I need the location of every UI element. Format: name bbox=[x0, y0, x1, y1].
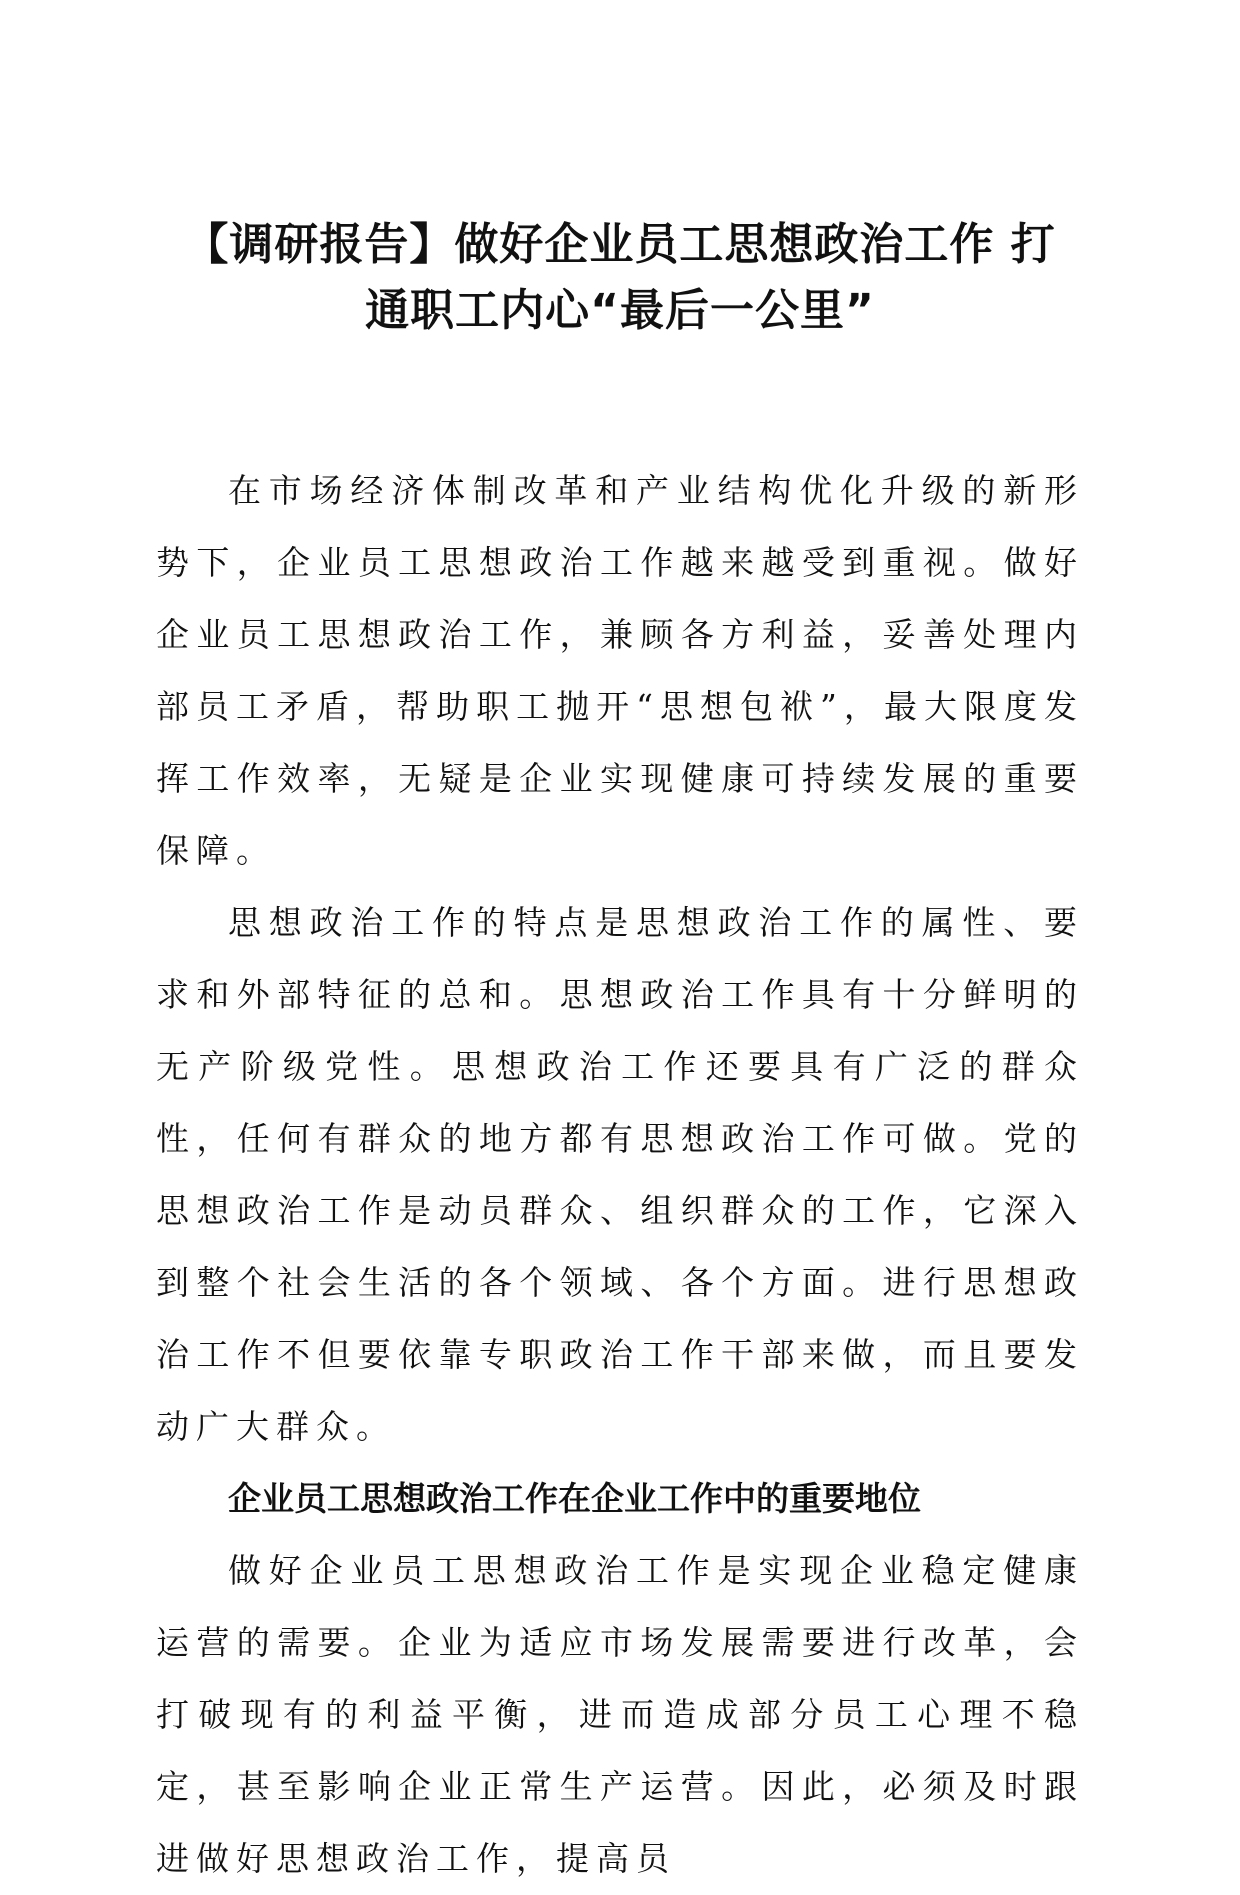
title-line-2: 通职工内心“最后一公里” bbox=[365, 285, 875, 336]
title-line-1: 【调研报告】做好企业员工思想政治工作 打 bbox=[184, 219, 1056, 270]
paragraph-intro: 在市场经济体制改革和产业结构优化升级的新形势下，企业员工思想政治工作越来越受到重视。做好企业员工思想政治工作，兼顾各方利益，妥善处理内部员工矛盾，帮助职工抛开“思想包袱”，最大限度发挥工作效率，无疑是企业实现健康可持续发展的重要保障。 bbox=[156, 471, 1084, 870]
section-heading: 企业员工思想政治工作在企业工作中的重要地位 bbox=[228, 1479, 921, 1518]
document-title bbox=[150, 212, 1090, 344]
document-body bbox=[156, 455, 1084, 1895]
paragraph-characteristics: 思想政治工作的特点是思想政治工作的属性、要求和外部特征的总和。思想政治工作具有十分鲜明的无产阶级党性。思想政治工作还要具有广泛的群众性，任何有群众的地方都有思想政治工作可做。党的思想政治工作是动员群众、组织群众的工作，它深入到整个社会生活的各个领域、各个方面。进行思想政治工作不但要依靠专职政治工作干部来做，而且要发动广大群众。 bbox=[156, 903, 1084, 1446]
section-paragraph: 做好企业员工思想政治工作是实现企业稳定健康运营的需要。企业为适应市场发展需要进行改革，会打破现有的利益平衡，进而造成部分员工心理不稳定，甚至影响企业正常生产运营。因此，必须及时跟进做好思想政治工作，提高员 bbox=[156, 1551, 1084, 1878]
